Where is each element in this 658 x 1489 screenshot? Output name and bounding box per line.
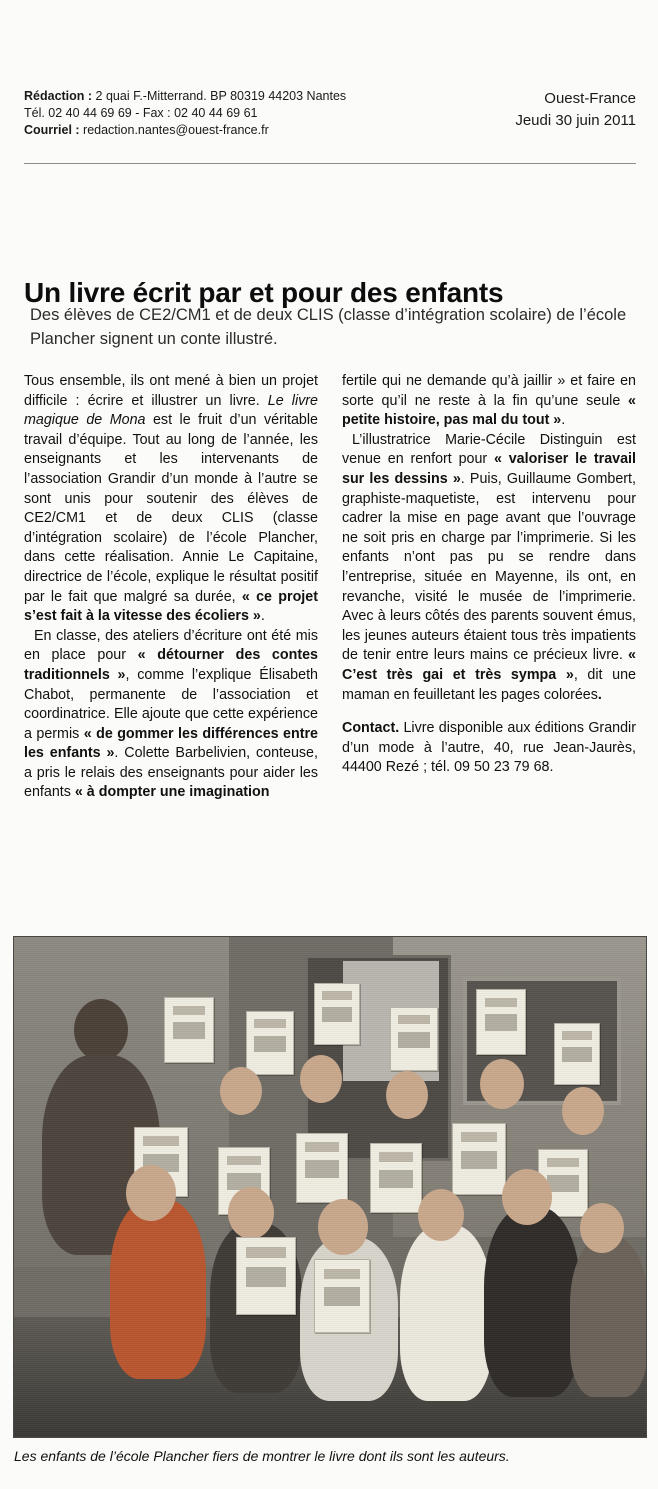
- held-book: [476, 989, 526, 1055]
- person-head: [502, 1169, 552, 1225]
- contact-text: Livre disponible aux éditions Grandir d’un mode à l’autre, 40, rue Jean-Jaurès, 44400 Rezé ; tél. 09 50 23 79 68.: [342, 720, 636, 776]
- issue-date: Jeudi 30 juin 2011: [515, 112, 636, 129]
- person-body: [570, 1237, 647, 1397]
- person-head: [562, 1087, 604, 1135]
- paragraph: [24, 627, 318, 803]
- text-run: , dit une maman en feuilletant les pages colorées: [342, 666, 636, 703]
- text-run: est le fruit d’un véritable travail d’équipe. Tout au long de l’année, les enseignants et les intervenants de l’association Grandir d’un monde à l’autre se sont unis pour soutenir des élèves de CE2/CM1 et de deux CLIS (classe d’intégration scolaire) de l’école Plancher, dans cette réalisation. Annie Le Capitaine, directrice de l’école, explique le résultat positif par le fait que malgré sa durée,: [24, 412, 319, 605]
- masthead-email-text: redaction.nantes@ouest-france.fr: [79, 123, 269, 137]
- text-run: L’illustratrice Marie-Cécile Distinguin est venue en renfort pour: [342, 431, 636, 468]
- masthead-email-line: [24, 122, 346, 139]
- held-book: [314, 1259, 370, 1333]
- held-book: [236, 1237, 296, 1315]
- text-run: . Colette Barbelivien, conteuse, a pris le relais des enseignants pour aider les enfants: [24, 745, 318, 801]
- quote-run: « ce projet s’est fait à la vitesse des écoliers »: [24, 588, 318, 625]
- text-run: En classe, des ateliers d’écriture ont été mis en place pour: [24, 627, 318, 664]
- text-run: .: [561, 412, 566, 429]
- masthead-contact-block: [24, 88, 346, 139]
- held-book: [314, 983, 360, 1045]
- article-body: [24, 372, 636, 803]
- text-run: .: [597, 686, 602, 703]
- page-title: Un livre écrit par et pour des enfants: [24, 276, 504, 308]
- person-head: [318, 1199, 368, 1255]
- text-run: Tous ensemble, ils ont mené à bien un projet difficile : écrire et illustrer un livre.: [24, 373, 318, 409]
- person-head: [418, 1189, 464, 1241]
- paragraph: [342, 431, 636, 705]
- book-title: Le livre magique de Mona: [24, 392, 318, 429]
- person-head: [580, 1203, 624, 1253]
- masthead-phone-line: Tél. 02 40 44 69 69 - Fax : 02 40 44 69 61: [24, 106, 258, 120]
- masthead-address-label: Rédaction :: [24, 89, 93, 103]
- article-column-left: [24, 372, 318, 803]
- masthead-address-line: [24, 88, 346, 105]
- article-column-right: [342, 372, 636, 803]
- photo-caption: Les enfants de l’école Plancher fiers de montrer le livre dont ils sont les auteurs.: [14, 1448, 510, 1464]
- article-photo: [13, 936, 647, 1438]
- paragraph: [24, 372, 318, 627]
- quote-run: « détourner des contes traditionnels »: [24, 647, 318, 683]
- quote-run: « à dompter une imagination: [74, 784, 270, 801]
- quote-run: « petite histoire, pas mal du tout »: [342, 392, 636, 429]
- person-head: [300, 1055, 342, 1103]
- person-head: [386, 1071, 428, 1119]
- held-book: [296, 1133, 348, 1203]
- person-body: [484, 1207, 580, 1397]
- text-run: .: [260, 608, 265, 625]
- person-head: [126, 1165, 176, 1221]
- contact-paragraph: [342, 719, 636, 778]
- article-standfirst: Des élèves de CE2/CM1 et de deux CLIS (classe d’intégration scolaire) de l’école Plancher signent un conte illustré.: [30, 306, 627, 348]
- masthead-address-text: 2 quai F.-Mitterrand. BP 80319 44203 Nantes: [92, 89, 347, 103]
- held-book: [554, 1023, 600, 1085]
- paragraph: [342, 372, 636, 431]
- masthead-divider: [24, 163, 636, 164]
- text-run: , comme l’explique Élisabeth Chabot, permanente de l’association et coordinatrice. Elle ajoute que cette expérience a permis: [24, 666, 319, 742]
- held-book: [164, 997, 214, 1063]
- masthead-email-label: Courriel :: [24, 123, 80, 137]
- held-book: [370, 1143, 422, 1213]
- person-head: [228, 1187, 274, 1239]
- text-run: fertile qui ne demande qu’à jaillir » et faire en sorte qu’il ne reste à la fin qu’une seule: [342, 373, 636, 409]
- masthead: [24, 88, 636, 139]
- person-body: [110, 1199, 206, 1379]
- quote-run: « C’est très gai et très sympa »: [342, 647, 636, 683]
- text-run: . Puis, Guillaume Gombert, graphiste-maquetiste, est intervenu pour cadrer la mise en page avant que l’ouvrage ne soit pris en charge par l’imprimerie. Si les enfants n’ont pas pu se rendre dans l’entreprise, située en Mayenne, ils ont, en revanche, visité le musée de l’imprimerie. Avec à leurs côtés des parents souvent émus, les jeunes auteurs étaient tous très impatients de tenir entre leurs mains ce précieux livre.: [342, 470, 636, 664]
- contact-label: Contact.: [342, 720, 400, 737]
- held-book: [452, 1123, 506, 1195]
- person-head: [74, 999, 128, 1061]
- held-book: [246, 1011, 294, 1075]
- quote-run: « de gommer les différences entre les enfants »: [24, 725, 318, 762]
- person-head: [480, 1059, 524, 1109]
- masthead-title-block: [515, 88, 636, 132]
- quote-run: « valoriser le travail sur les dessins »: [342, 451, 636, 487]
- paper-name: Ouest-France: [544, 90, 636, 107]
- person-head: [220, 1067, 262, 1115]
- held-book: [390, 1007, 438, 1071]
- person-body: [400, 1225, 492, 1401]
